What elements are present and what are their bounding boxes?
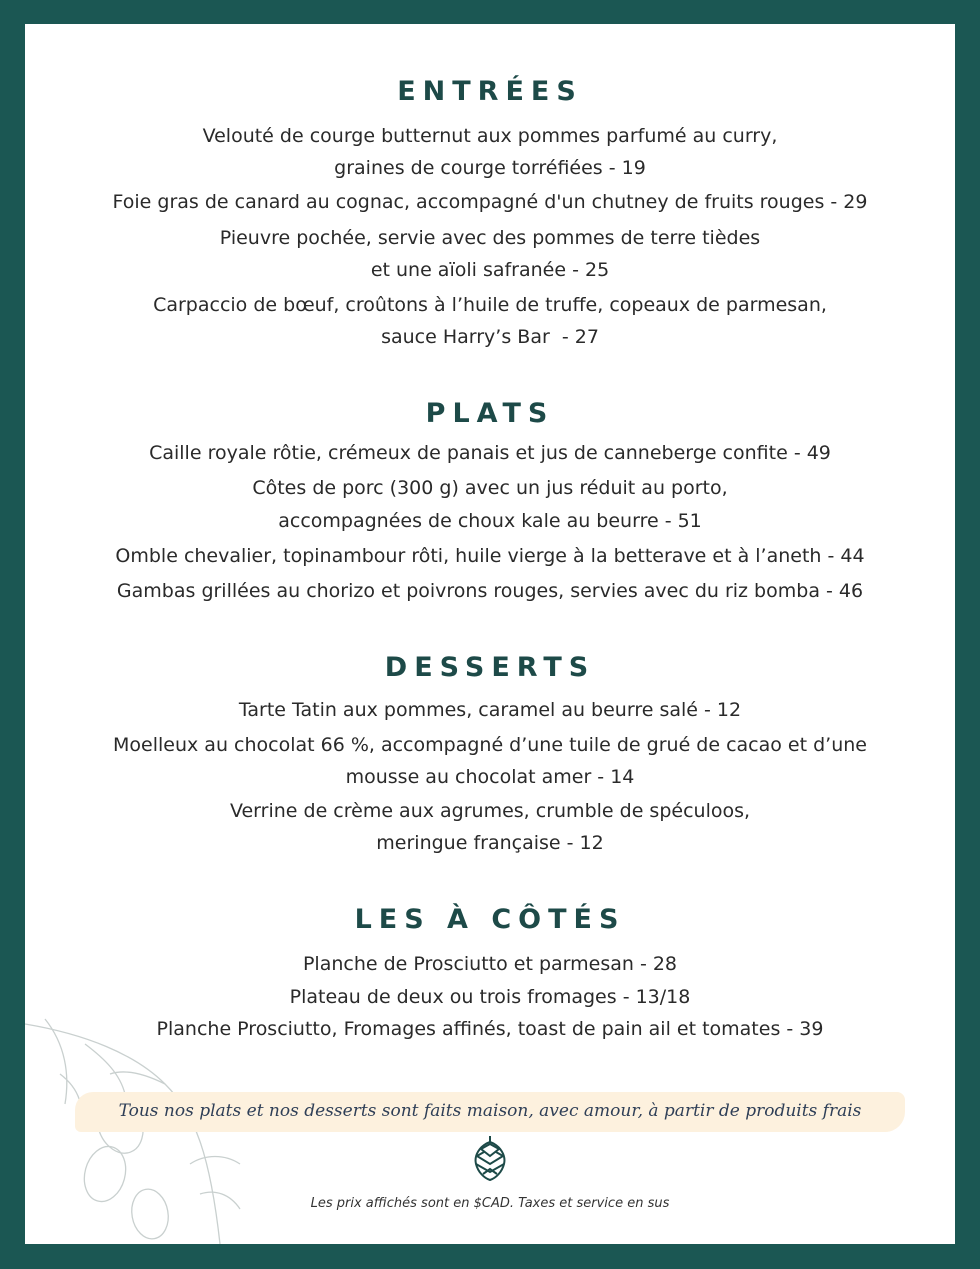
menu-line: Planche de Prosciutto et parmesan - 28 [302, 953, 678, 975]
section-title-cotes: LES À CÔTÉS [354, 904, 626, 935]
menu-line: et une aïoli safranée - 25 [370, 259, 610, 281]
homemade-note: Tous nos plats et nos desserts sont faits maison, avec amour, à partir de produits frais [118, 1101, 862, 1121]
price-footnote: Les prix affichés sont en $CAD. Taxes et service en sus [310, 1196, 670, 1211]
menu-line: accompagnées de choux kale au beurre - 51 [278, 510, 702, 532]
menu-line: graines de courge torréfiées - 19 [334, 157, 646, 179]
menu-line: Tarte Tatin aux pommes, caramel au beurre salé - 12 [238, 699, 742, 721]
menu-line: sauce Harry’s Bar - 27 [381, 326, 599, 348]
menu-line: Velouté de courge butternut aux pommes parfumé au curry, [202, 125, 778, 147]
menu-line: Gambas grillées au chorizo et poivrons rouges, servies avec du riz bomba - 46 [116, 580, 864, 602]
menu-line: Moelleux au chocolat 66 %, accompagné d’une tuile de grué de cacao et d’une [113, 734, 867, 756]
menu-line: Plateau de deux ou trois fromages - 13/18 [289, 986, 691, 1008]
menu-line: meringue française - 12 [376, 832, 604, 854]
menu-line: Caille royale rôtie, crémeux de panais et jus de canneberge confite - 49 [149, 442, 831, 464]
menu-page [25, 24, 955, 1244]
menu-line: Omble chevalier, topinambour rôti, huile vierge à la betterave et à l’aneth - 44 [115, 545, 865, 567]
menu-line: Foie gras de canard au cognac, accompagné d'un chutney de fruits rouges - 29 [112, 191, 868, 213]
section-title-desserts: DESSERTS [384, 652, 596, 683]
menu-line: Carpaccio de bœuf, croûtons à l’huile de truffe, copeaux de parmesan, [153, 294, 827, 316]
menu-line: mousse au chocolat amer - 14 [345, 766, 635, 788]
menu-line: Pieuvre pochée, servie avec des pommes de terre tièdes [219, 227, 761, 249]
pinecone-icon [471, 1134, 509, 1182]
menu-line: Côtes de porc (300 g) avec un jus réduit au porto, [252, 477, 728, 499]
section-title-plats: PLATS [425, 398, 555, 429]
menu-line: Verrine de crème aux agrumes, crumble de spéculoos, [229, 800, 751, 822]
menu-line: Planche Prosciutto, Fromages affinés, toast de pain ail et tomates - 39 [156, 1018, 824, 1040]
section-title-entrees: ENTRÉES [397, 76, 583, 107]
